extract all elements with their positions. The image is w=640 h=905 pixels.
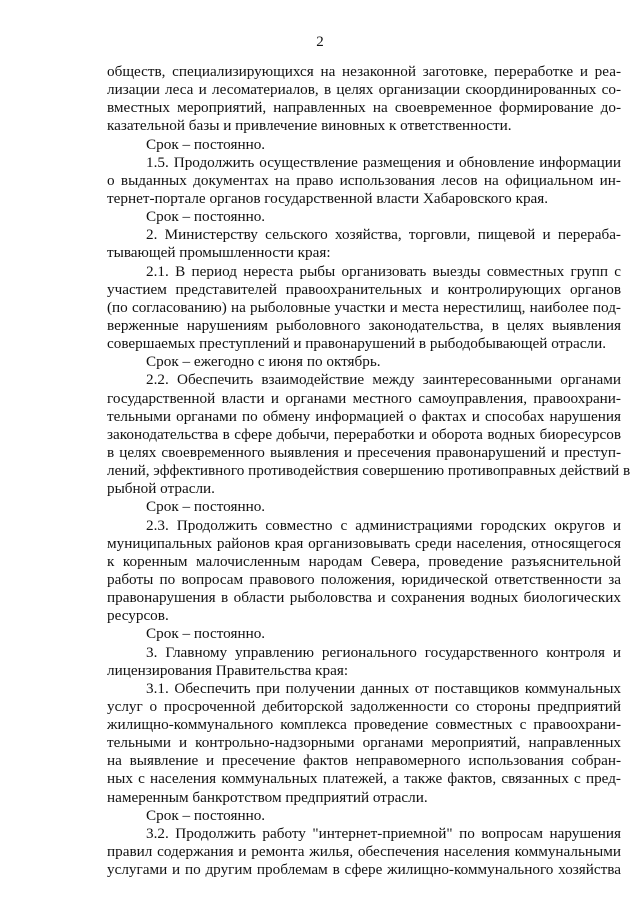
- text-line: на выявление и пресечение фактов неправомерного использования собран-: [107, 752, 621, 770]
- text-line: (по согласованию) на рыболовные участки и места нерестилищ, наиболее под-: [107, 298, 621, 316]
- text-line: правонарушения в области рыболовства и сохранения водных биологических: [107, 589, 621, 607]
- text-line: тельными органами по обмену информацией о фактах и способах нарушения: [107, 407, 621, 425]
- text-line: работы по вопросам правового положения, юридической ответственности за: [107, 570, 621, 588]
- text-line: 3.1. Обеспечить при получении данных от поставщиков коммунальных: [146, 679, 621, 697]
- text-line: лицензирования Правительства края:: [107, 661, 349, 679]
- text-line: ресурсов.: [107, 607, 169, 625]
- text-line: вместных мероприятий, направленных на своевременное формирование до-: [107, 99, 621, 117]
- text-line: тельными и контрольно-надзорными органами мероприятий, направленных: [107, 734, 621, 752]
- text-line: лений, эффективного противодействия совершению противоправных действий в: [107, 462, 631, 480]
- text-line: Срок – постоянно.: [146, 806, 266, 824]
- text-line: в целях своевременного выявления и пресечения правонарушений и преступ-: [107, 443, 621, 461]
- text-line: государственной власти и органами местного самоуправления, правоохрани-: [107, 389, 621, 407]
- text-line: услугами и по другим проблемам в сфере жилищно-коммунального хозяйства: [107, 861, 621, 879]
- text-line: Срок – постоянно.: [146, 208, 266, 226]
- text-line: участием представителей правоохранительных и контролирующих органов: [107, 280, 621, 298]
- page-number: 2: [316, 34, 324, 50]
- text-line: намеренным банкротством предприятий отрасли.: [107, 788, 428, 806]
- text-line: жилищно-коммунального комплекса проведение совместных с правоохрани-: [107, 716, 621, 734]
- text-line: 2. Министерству сельского хозяйства, торговли, пищевой и перераба-: [146, 226, 621, 244]
- text-line: к коренным малочисленным народам Севера, проведение разъяснительной: [107, 552, 621, 570]
- text-line: услуг о просроченной дебиторской задолженности со стороны предприятий: [107, 697, 621, 715]
- text-line: лизации леса и лесоматериалов, в целях организации скоординированных со-: [107, 81, 621, 99]
- text-line: муниципальных районов края организовывать среди населения, относящегося: [107, 534, 621, 552]
- text-line: совершаемых преступлений и правонарушений в рыбодобывающей отрасли.: [107, 335, 607, 353]
- text-line: рыбной отрасли.: [107, 480, 215, 498]
- text-line: казательной базы и привлечение виновных к ответственности.: [107, 117, 512, 135]
- text-line: правил содержания и ремонта жилья, обеспечения населения коммунальными: [107, 843, 621, 861]
- text-line: 2.2. Обеспечить взаимодействие между заинтересованными органами: [146, 371, 621, 389]
- text-line: законодательства в сфере добычи, переработки и оборота водных биоресурсов: [107, 425, 621, 443]
- text-line: Срок – постоянно.: [146, 135, 266, 153]
- text-line: 3. Главному управлению регионального государственного контроля и: [146, 643, 621, 661]
- text-line: ных с населения коммунальных платежей, а также фактов, связанных с пред-: [107, 770, 621, 788]
- text-line: 3.2. Продолжить работу "интернет-приемной" по вопросам нарушения: [146, 824, 621, 842]
- text-line: обществ, специализирующихся на незаконной заготовке, переработке и реа-: [107, 63, 621, 80]
- text-line: тывающей промышленности края:: [107, 244, 331, 262]
- text-line: верженные нарушениям рыболовного законодательства, в целях выявления: [107, 316, 621, 334]
- document-body: [107, 63, 631, 879]
- text-line: о выданных документах на право использования лесов на официальном ин-: [107, 171, 621, 189]
- text-line: 2.1. В период нереста рыбы организовать выезды совместных групп с: [146, 262, 621, 280]
- text-line: Срок – постоянно.: [146, 625, 266, 643]
- text-line: Срок – ежегодно с июня по октябрь.: [146, 353, 381, 371]
- text-line: 1.5. Продолжить осуществление размещения и обновление информации: [146, 153, 621, 171]
- text-line: 2.3. Продолжить совместно с администрациями городских округов и: [146, 516, 621, 534]
- text-line: Срок – постоянно.: [146, 498, 266, 516]
- text-line: тернет-портале органов государственной власти Хабаровского края.: [107, 189, 549, 207]
